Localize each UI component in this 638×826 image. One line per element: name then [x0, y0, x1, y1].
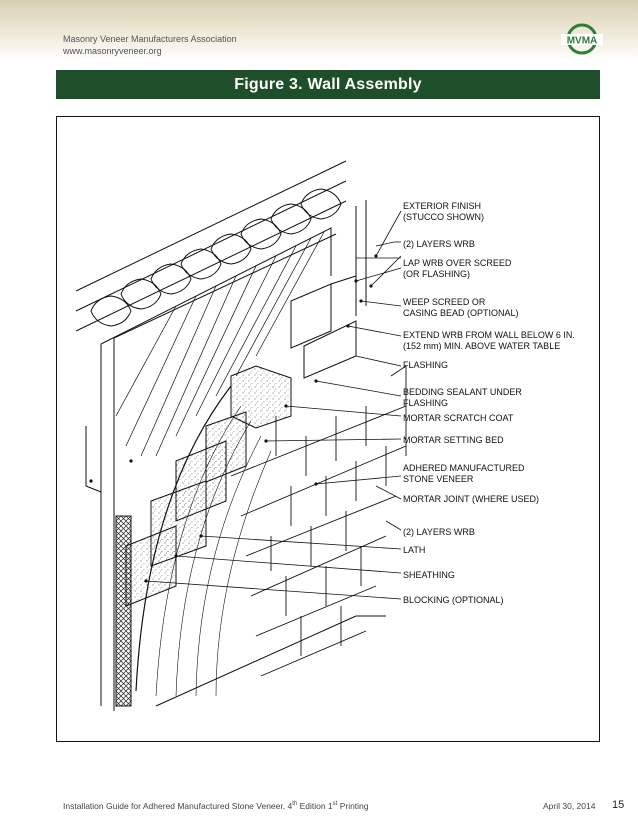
logo-text: MVMA — [566, 35, 598, 47]
callout-extend-wrb: EXTEND WRB FROM WALL BELOW 6 IN. (152 mm) MIN. ABOVE WATER TABLE — [403, 330, 575, 351]
footer-guide-title — [63, 801, 369, 811]
callout-blocking: BLOCKING (OPTIONAL) — [403, 595, 504, 605]
footer-guide-prefix: Installation Guide for Adhered Manufactured Stone Veneer, 4 — [63, 801, 293, 811]
callout-lath: LATH — [403, 545, 426, 555]
figure-title: Figure 3. Wall Assembly — [234, 75, 422, 93]
figure-title-bar — [56, 70, 600, 99]
callout-sheathing: SHEATHING — [403, 570, 455, 580]
footer-date: April 30, 2014 — [543, 801, 596, 811]
callout-setting-bed: MORTAR SETTING BED — [403, 435, 504, 445]
org-name: Masonry Veneer Manufacturers Association — [63, 34, 237, 44]
callout-exterior-finish: EXTERIOR FINISH (STUCCO SHOWN) — [403, 201, 484, 222]
callout-layers-wrb-bottom: (2) LAYERS WRB — [403, 527, 475, 537]
callout-flashing: FLASHING — [403, 360, 449, 370]
org-url[interactable]: www.masonryveneer.org — [63, 46, 162, 56]
callout-mortar-joint: MORTAR JOINT (WHERE USED) — [403, 494, 540, 504]
footer-edition-sup: th — [292, 801, 298, 808]
callout-weep-screed: WEEP SCREED OR CASING BEAD (OPTIONAL) — [403, 297, 519, 318]
callout-lap-wrb: LAP WRB OVER SCREED (OR FLASHING) — [403, 258, 512, 279]
footer-printing-suffix: Printing — [337, 801, 369, 811]
eave-stones — [76, 161, 346, 331]
callout-scratch-coat: MORTAR SCRATCH COAT — [403, 413, 514, 423]
footer-edition-mid: Edition 1 — [297, 801, 333, 811]
callout-bedding-sealant: BEDDING SEALANT UNDER FLASHING — [403, 387, 522, 408]
wall-assembly-drawing — [56, 116, 600, 742]
mvma-logo — [560, 23, 604, 55]
footer-printing-sup: st — [332, 801, 338, 808]
callout-stone-veneer: ADHERED MANUFACTURED STONE VENEER — [403, 463, 525, 484]
callout-layers-wrb-top: (2) LAYERS WRB — [403, 239, 475, 249]
page-number: 15 — [612, 799, 625, 811]
